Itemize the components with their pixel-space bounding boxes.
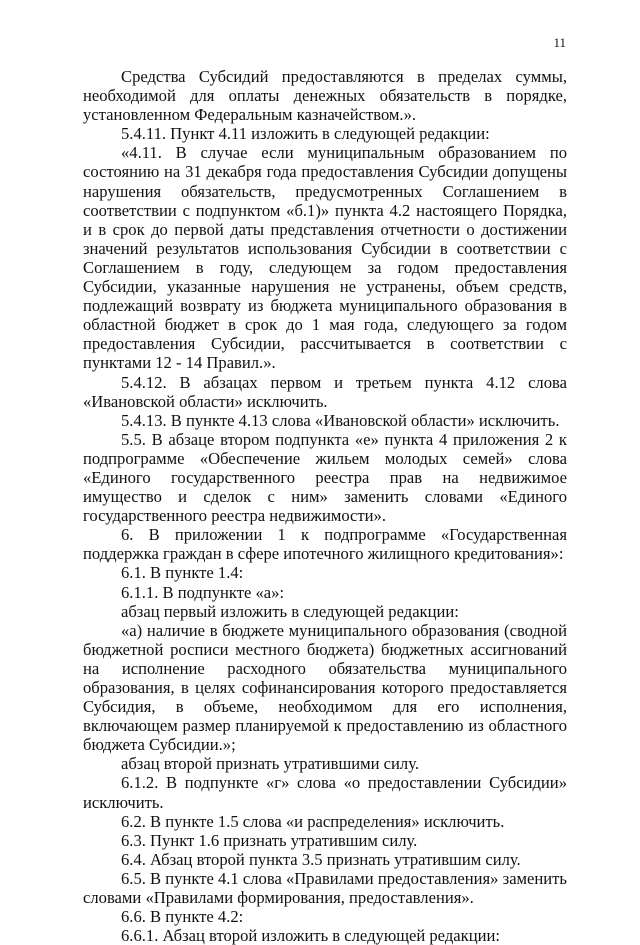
paragraph-6-1-2: 6.1.2. В подпункте «г» слова «о предоставлении Субсидии» исключить. (83, 773, 567, 812)
paragraph-5-4-11: 5.4.11. Пункт 4.11 изложить в следующей редакции: (121, 124, 490, 144)
paragraph-4-11-text: «4.11. В случае если муниципальным образованием по состоянию на 31 декабря года предоставления Субсидии допущены нарушения обязательств, предусмотренных Соглашением в соответствии с подпунктом «б.1)» пункта 4.2 настоящего Порядка, и в срок до первой даты представления отчетности о достижении значений результатов использования Субсидии в соответствии с Соглашением в году, следующем за годом предоставления Субсидии, указанные нарушения не устранены, объем средств, подлежащий возврату из бюджета муниципального образования в областной бюджет в срок до 1 мая года, следующего за годом предоставления Субсидии, рассчитывается в соответствии с пунктами 12 - 14 Правил.». (83, 143, 567, 373)
page-number: 11 (553, 35, 566, 50)
paragraph-abzac-first: абзац первый изложить в следующей редакции: (121, 601, 459, 621)
paragraph-abzac-second: абзац второй признать утратившими силу. (121, 754, 419, 774)
paragraph-a-text: «а) наличие в бюджете муниципального образования (сводной бюджетной росписи местного бюджета) бюджетных ассигнований на исполнение расходного обязательства муниципального образования, в целях софинансирования которого предоставляется Субсидия, в объеме, необходимом для его исполнения, включающем размер планируемой к предоставлению из областного бюджета Субсидии.»; (83, 620, 567, 755)
document-body (83, 67, 567, 945)
paragraph-6-5: 6.5. В пункте 4.1 слова «Правилами предоставления» заменить словами «Правилами формирования, предоставления». (83, 868, 567, 908)
paragraph-6-2: 6.2. В пункте 1.5 слова «и распределения» исключить. (121, 811, 505, 831)
paragraph-6-6: 6.6. В пункте 4.2: (121, 907, 244, 927)
paragraph-6-1: 6.1. В пункте 1.4: (121, 563, 244, 583)
paragraph-6-4: 6.4. Абзац второй пункта 3.5 признать утратившим силу. (121, 849, 521, 869)
paragraph-5-5: 5.5. В абзаце втором подпункта «е» пункта 4 приложения 2 к подпрограмме «Обеспечение жильем молодых семей» слова «Единого государственного реестра прав на недвижимое имущество и сделок с ним» заменить словами «Единого государственного реестра недвижимости». (83, 429, 567, 526)
paragraph-subsidy-funds: Средства Субсидий предоставляются в пределах суммы, необходимой для оплаты денежных обязательств в порядке, установленном Федеральным казначейством.». (83, 67, 567, 125)
paragraph-6-1-1: 6.1.1. В подпункте «а»: (121, 582, 285, 602)
paragraph-6-6-1: 6.6.1. Абзац второй изложить в следующей редакции: (121, 926, 500, 945)
paragraph-6-3: 6.3. Пункт 1.6 признать утратившим силу. (121, 830, 418, 850)
paragraph-5-4-13: 5.4.13. В пункте 4.13 слова «Ивановской области» исключить. (121, 410, 560, 430)
paragraph-5-4-12: 5.4.12. В абзацах первом и третьем пункта 4.12 слова «Ивановской области» исключить. (83, 372, 567, 411)
paragraph-6: 6. В приложении 1 к подпрограмме «Государственная поддержка граждан в сфере ипотечного жилищного кредитования»: (83, 525, 567, 564)
